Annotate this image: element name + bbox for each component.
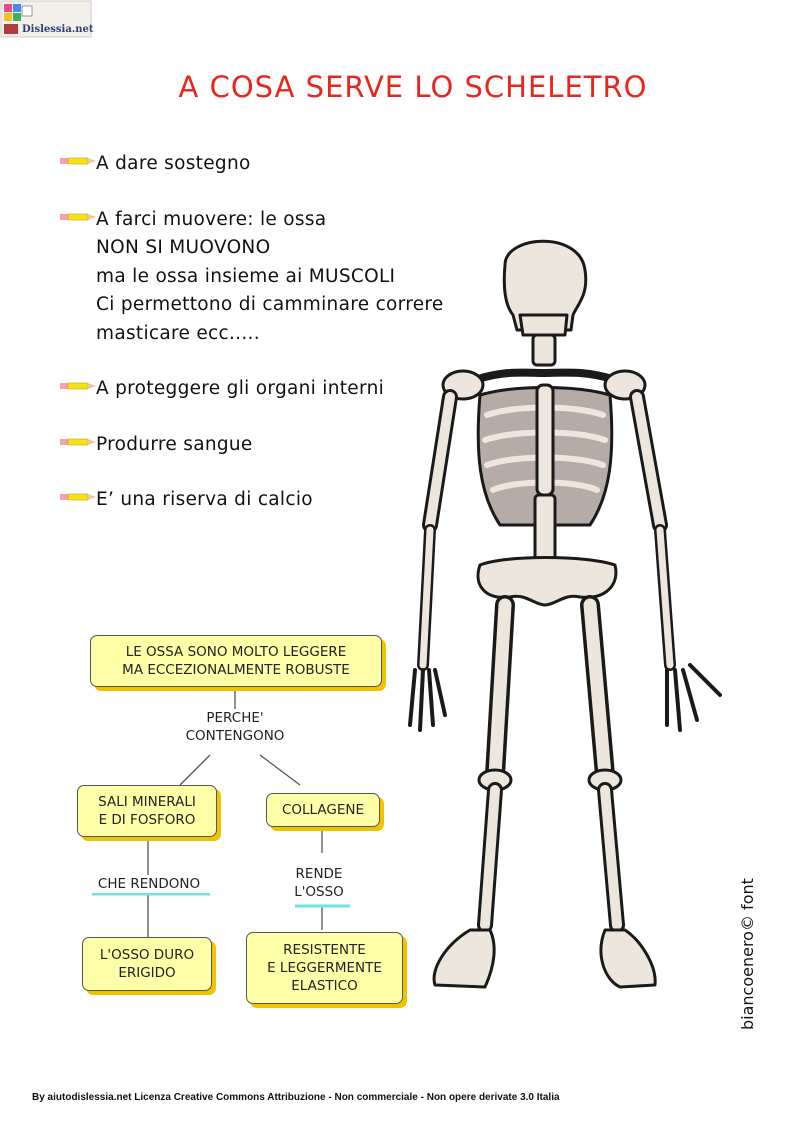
concept-text: COLLAGENE [281, 802, 365, 818]
concept-box-resistant [246, 932, 403, 1004]
skeleton-illustration [405, 225, 750, 1000]
link-text: L'OSSO [294, 884, 344, 900]
pencil-icon [60, 211, 96, 223]
link-label-because [175, 709, 295, 745]
bullet-line: masticare ecc..... [96, 322, 260, 344]
license-footer: By aiutodislessia.net Licenza Creative Commons Attribuzione - Non commerciale - Non opere derivate 3.0 Italia [32, 1092, 560, 1103]
concept-map [70, 625, 420, 1015]
bullet-line: E’ una riserva di calcio [96, 489, 313, 510]
concept-text: LE OSSA SONO MOLTO LEGGERE [125, 644, 347, 660]
concept-box-collagen [266, 793, 380, 827]
concept-text: RESISTENTE [283, 942, 366, 958]
font-credit: biancoenero© font [738, 878, 757, 1030]
link-text: PERCHE' [206, 710, 264, 726]
bullet-line: ma le ossa insieme ai MUSCOLI [96, 265, 396, 287]
bullet-line: Produrre sangue [96, 433, 253, 455]
pencil-icon [60, 491, 96, 503]
concept-box-hard-bone [82, 937, 212, 991]
bullet-line: A dare sostegno [96, 153, 251, 174]
link-label-che-rendono [88, 875, 210, 893]
site-logo [0, 0, 92, 38]
concept-text: L'OSSO DURO [99, 947, 195, 963]
logo-text: Dislessia.net [22, 24, 94, 35]
pencil-icon [60, 380, 96, 392]
concept-box-top [90, 635, 382, 687]
concept-text: E DI FOSFORO [98, 812, 196, 828]
link-text: CHE RENDONO [97, 876, 201, 892]
bullet-line: A proteggere gli organi interni [96, 378, 385, 399]
pencil-icon [60, 436, 96, 448]
concept-text: E LEGGERMENTE [267, 960, 382, 976]
pencil-icon [60, 155, 96, 167]
concept-text: MA ECCEZIONALMENTE ROBUSTE [122, 662, 350, 678]
link-text: CONTENGONO [185, 728, 285, 744]
link-label-rende [288, 865, 350, 901]
bullet-line: NON SI MUOVONO [96, 237, 271, 258]
concept-text: ELASTICO [291, 978, 358, 994]
bullet-line: A farci muovere: le ossa [96, 208, 327, 230]
concept-text: ERIGIDO [118, 965, 176, 981]
concept-box-minerals [77, 785, 217, 837]
link-text: RENDE [295, 866, 343, 882]
bullet-line: Ci permettono di camminare correre [96, 294, 444, 315]
concept-text: SALI MINERALI [98, 794, 196, 810]
bullet-item [58, 150, 488, 179]
page-title: A COSA SERVE LO SCHELETRO [178, 70, 648, 104]
